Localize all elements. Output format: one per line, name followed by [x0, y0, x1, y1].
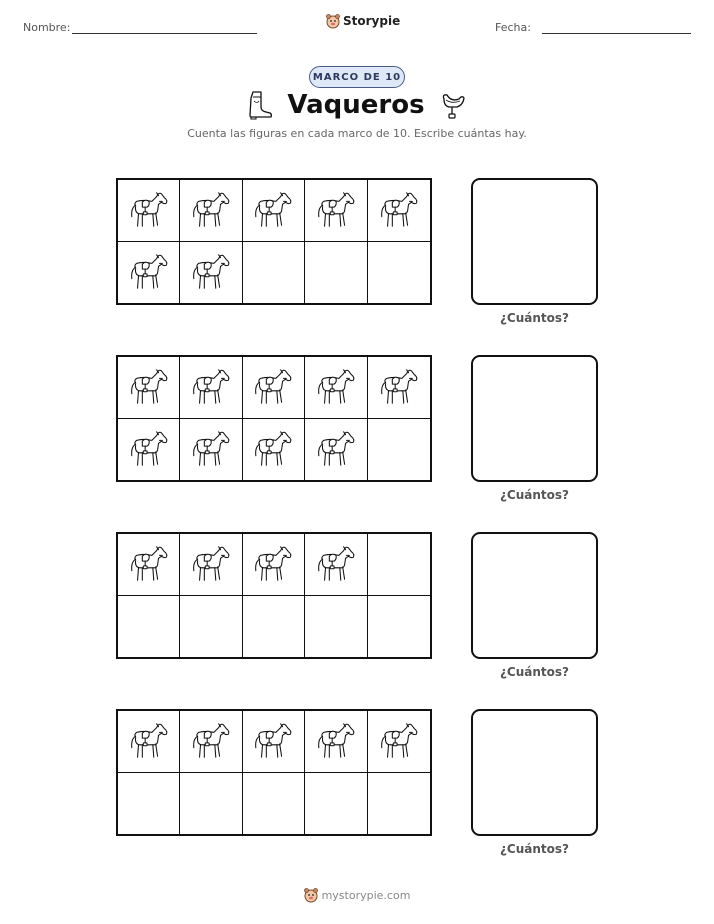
frame-cell [243, 242, 305, 304]
ten-frame-3 [116, 532, 432, 659]
horse-icon [315, 720, 357, 762]
footer [0, 887, 714, 903]
storypie-mascot-icon [326, 13, 340, 29]
horse-icon [315, 366, 357, 408]
frame-cell [118, 242, 180, 304]
date-line[interactable] [542, 33, 691, 34]
horse-icon [315, 543, 357, 585]
frame-cell [180, 180, 242, 242]
horse-icon [252, 543, 294, 585]
answer-box-1[interactable] [471, 178, 598, 305]
horse-icon [190, 251, 232, 293]
frame-cell [118, 711, 180, 773]
horse-icon [190, 720, 232, 762]
frame-cell [180, 773, 242, 835]
answer-box-4[interactable] [471, 709, 598, 836]
frame-cell [243, 534, 305, 596]
name-line[interactable] [72, 33, 257, 34]
frame-cell [118, 596, 180, 658]
frame-cell [243, 419, 305, 481]
horse-icon [128, 428, 170, 470]
instructions: Cuenta las figuras en cada marco de 10. Escribe cuántas hay. [187, 127, 527, 140]
frame-cell [368, 357, 430, 419]
frame-cell [180, 357, 242, 419]
frame-cell [180, 711, 242, 773]
frame-cell [305, 711, 367, 773]
answer-box-2[interactable] [471, 355, 598, 482]
horse-icon [315, 189, 357, 231]
name-label: Nombre: [23, 21, 71, 34]
horse-icon [190, 366, 232, 408]
topic-badge: MARCO DE 10 [309, 66, 405, 88]
ten-frame-4 [116, 709, 432, 836]
answer-box-3[interactable] [471, 532, 598, 659]
frame-cell [118, 180, 180, 242]
frame-cell [305, 357, 367, 419]
frame-cell [368, 419, 430, 481]
horse-icon [128, 189, 170, 231]
frame-cell [368, 596, 430, 658]
horse-icon [128, 543, 170, 585]
horse-icon [128, 366, 170, 408]
frame-cell [243, 357, 305, 419]
frame-cell [305, 180, 367, 242]
horse-icon [190, 428, 232, 470]
frame-cell [243, 180, 305, 242]
ten-frame-2 [116, 355, 432, 482]
frame-cell [180, 596, 242, 658]
ten-frame-1 [116, 178, 432, 305]
brand-logo [326, 13, 400, 29]
cowboy-boot-icon [247, 90, 273, 120]
horse-icon [190, 543, 232, 585]
horse-icon [378, 189, 420, 231]
howmany-label-3: ¿Cuántos? [499, 665, 570, 679]
page-title: Vaqueros [287, 90, 425, 120]
frame-cell [118, 534, 180, 596]
horse-icon [128, 251, 170, 293]
horse-icon [252, 428, 294, 470]
frame-cell [305, 773, 367, 835]
horse-icon [128, 720, 170, 762]
frame-cell [180, 419, 242, 481]
frame-cell [305, 596, 367, 658]
storypie-mascot-icon [304, 887, 318, 903]
frame-cell [368, 773, 430, 835]
horse-icon [315, 428, 357, 470]
footer-url[interactable]: mystorypie.com [321, 888, 411, 902]
frame-cell [305, 534, 367, 596]
frame-cell [243, 596, 305, 658]
howmany-label-2: ¿Cuántos? [499, 488, 570, 502]
horse-icon [378, 720, 420, 762]
howmany-label-1: ¿Cuántos? [499, 311, 570, 325]
frame-cell [305, 419, 367, 481]
frame-cell [368, 242, 430, 304]
title-row [0, 90, 714, 120]
frame-cell [368, 180, 430, 242]
frame-cell [243, 711, 305, 773]
date-label: Fecha: [495, 21, 531, 34]
horse-icon [252, 189, 294, 231]
brand-name: Storypie [343, 14, 401, 28]
frame-cell [180, 242, 242, 304]
frame-cell [368, 534, 430, 596]
horse-icon [190, 189, 232, 231]
frame-cell [305, 242, 367, 304]
frame-cell [118, 357, 180, 419]
frame-cell [368, 711, 430, 773]
frame-cell [243, 773, 305, 835]
frame-cell [180, 534, 242, 596]
frame-cell [118, 773, 180, 835]
horse-icon [378, 366, 420, 408]
horse-icon [252, 366, 294, 408]
horse-icon [252, 720, 294, 762]
frame-cell [118, 419, 180, 481]
howmany-label-4: ¿Cuántos? [499, 842, 570, 856]
saddle-icon [439, 90, 467, 120]
